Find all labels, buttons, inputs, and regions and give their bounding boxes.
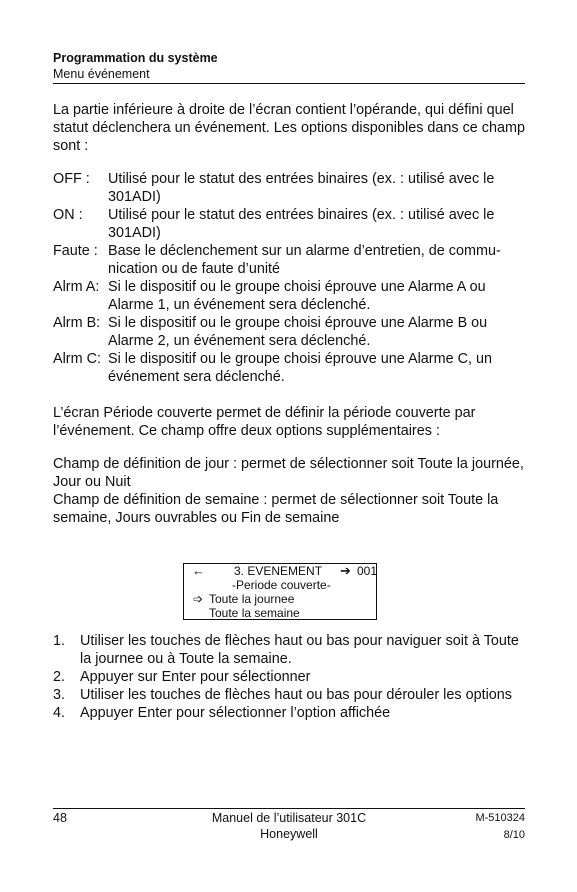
open-arrow-right-icon: ➩ — [193, 592, 204, 606]
page-number: 48 — [53, 811, 67, 825]
step-item — [53, 668, 525, 686]
option-item — [53, 242, 525, 278]
option-text: Utilisé pour le statut des entrées binaires (ex. : utilisé avec le 301ADI) — [108, 171, 495, 205]
screen-row-option-2 — [184, 606, 376, 620]
option-text: Utilisé pour le statut des entrées binaires (ex. : utilisé avec le 301ADI) — [108, 207, 495, 241]
option-text: Si le dispositif ou le groupe choisi éprouve une Alarme A ou Alarme 1, un événement sera déclenché. — [108, 279, 486, 313]
option-key: Alrm B: — [53, 315, 101, 331]
screen-row-option-1 — [184, 592, 376, 606]
step-item — [53, 686, 525, 704]
option-item — [53, 314, 525, 350]
screen-row-subtitle — [184, 578, 376, 592]
option-key: ON : — [53, 207, 83, 223]
option-text: Base le déclenchement sur un alarme d’entretien, de commu-nication ou de faute d’unité — [108, 243, 501, 277]
option-key: Faute : — [53, 243, 98, 259]
step-number: 3. — [53, 687, 66, 703]
arrow-left-icon: ← — [192, 563, 205, 578]
header-divider — [53, 83, 525, 84]
step-text: Appuyer sur Enter pour sélectionner — [80, 669, 311, 685]
step-number: 4. — [53, 705, 66, 721]
option-item — [53, 170, 525, 206]
step-number: 2. — [53, 669, 66, 685]
document-number: M-510324 — [475, 812, 525, 824]
arrow-right-icon: ➔ — [340, 563, 351, 578]
section-title: Programmation du système — [53, 51, 218, 65]
step-item — [53, 704, 525, 722]
option-key: OFF : — [53, 171, 90, 187]
period-paragraph: L’écran Période couverte permet de définir la période couverte par l’événement. Ce champ offre deux options supplémentaires : — [53, 405, 476, 439]
lcd-screen — [183, 563, 377, 620]
option-item — [53, 278, 525, 314]
footer-divider — [53, 808, 525, 809]
document-date: 8/10 — [503, 829, 525, 841]
section-subtitle: Menu événement — [53, 67, 150, 81]
option-item — [53, 206, 525, 242]
week-field-paragraph: Champ de définition de semaine : permet de sélectionner soit Toute la semaine, Jours ouvrables ou Fin de semaine — [53, 492, 499, 526]
intro-paragraph: La partie inférieure à droite de l’écran contient l’opérande, qui défini quel statut déclenchera un événement. Les options disponibles dans ce champ sont : — [53, 102, 525, 154]
screen-option-day: Toute la journee — [209, 592, 295, 606]
page-footer — [53, 810, 525, 850]
brand-name: Honeywell — [260, 827, 318, 841]
manual-title: Manuel de l’utilisateur 301C — [211, 811, 367, 825]
operand-options-list — [53, 170, 525, 386]
instruction-steps — [53, 632, 525, 722]
option-text: Si le dispositif ou le groupe choisi éprouve une Alarme C, un événement sera déclenché. — [108, 351, 492, 385]
step-text: Appuyer Enter pour sélectionner l’option affichée — [80, 705, 391, 721]
option-item — [53, 350, 525, 386]
footer-center — [53, 810, 525, 842]
screen-event-number: 001 — [357, 564, 378, 578]
option-text: Si le dispositif ou le groupe choisi éprouve une Alarme B ou Alarme 2, un événement sera déclenché. — [108, 315, 488, 349]
screen-subtitle: -Periode couverte- — [232, 578, 331, 592]
step-text: Utiliser les touches de flèches haut ou bas pour dérouler les options — [80, 687, 512, 703]
step-number: 1. — [53, 633, 66, 649]
main-content — [53, 101, 525, 527]
step-text: Utiliser les touches de flèches haut ou bas pour naviguer soit à Toute la journee ou à Toute la semaine. — [80, 633, 519, 667]
option-key: Alrm C: — [53, 351, 101, 367]
screen-menu-title: 3. EVENEMENT — [234, 564, 323, 578]
day-field-paragraph: Champ de définition de jour : permet de sélectionner soit Toute la journée, Jour ou Nuit — [53, 456, 524, 490]
screen-option-week: Toute la semaine — [209, 606, 300, 620]
screen-row-title — [184, 564, 376, 578]
step-item — [53, 632, 525, 668]
page-header — [53, 51, 525, 82]
option-key: Alrm A: — [53, 279, 100, 295]
